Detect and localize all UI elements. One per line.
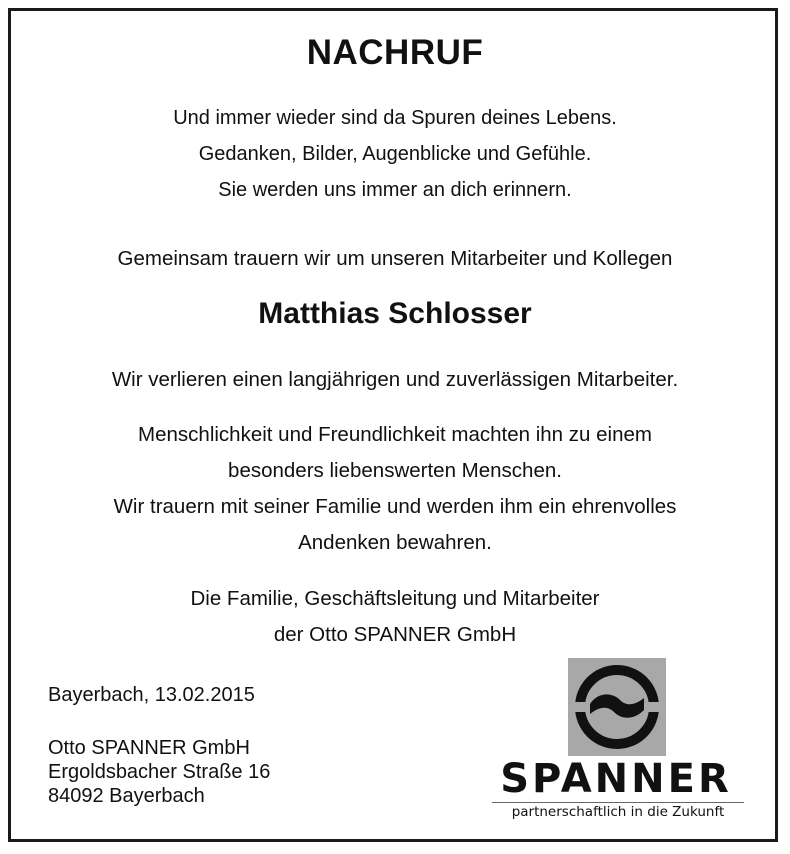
- lost-statement: Wir verlieren einen langjährigen und zuverlässigen Mitarbeiter.: [111, 368, 679, 391]
- verse-line-2: Gedanken, Bilder, Augenblicke und Gefühle.: [198, 143, 592, 165]
- address-line-2: Ergoldsbacher Straße 16: [48, 761, 271, 783]
- verse-line-1: Und immer wieder sind da Spuren deines Lebens.: [173, 107, 617, 129]
- signed-line-2: der Otto SPANNER GmbH: [273, 623, 517, 646]
- verse: [0, 100, 790, 208]
- address-line-1: Otto SPANNER GmbH: [48, 737, 250, 759]
- tribute-line-3: Wir trauern mit seiner Familie und werden ihm ein ehrenvolles: [113, 495, 677, 518]
- tribute-line-4: Andenken bewahren.: [298, 531, 492, 554]
- company-address: [48, 736, 270, 808]
- logo-tagline: partnerschaftlich in die Zukunft: [511, 804, 725, 820]
- logo-mark-icon: [568, 658, 666, 756]
- tribute-line-1: Menschlichkeit und Freundlichkeit machten ihn zu einem: [138, 423, 652, 446]
- logo-wordmark: SPANNER: [500, 756, 732, 802]
- notice-title: NACHRUF: [306, 33, 484, 72]
- intro-text: Gemeinsam trauern wir um unseren Mitarbeiter und Kollegen: [117, 247, 673, 270]
- deceased-name: Matthias Schlosser: [258, 297, 532, 330]
- tribute-line-2: besonders liebenswerten Menschen.: [228, 459, 562, 482]
- tribute: [0, 417, 790, 561]
- verse-line-3: Sie werden uns immer an dich erinnern.: [218, 179, 572, 201]
- logo-mark-box: [568, 658, 666, 756]
- logo-divider: [492, 802, 744, 803]
- place-date: Bayerbach, 13.02.2015: [48, 684, 255, 706]
- signed-by: [0, 581, 790, 653]
- address-line-3: 84092 Bayerbach: [48, 785, 205, 807]
- signed-line-1: Die Familie, Geschäftsleitung und Mitarbeiter: [190, 587, 600, 610]
- spanner-logo: [488, 656, 748, 831]
